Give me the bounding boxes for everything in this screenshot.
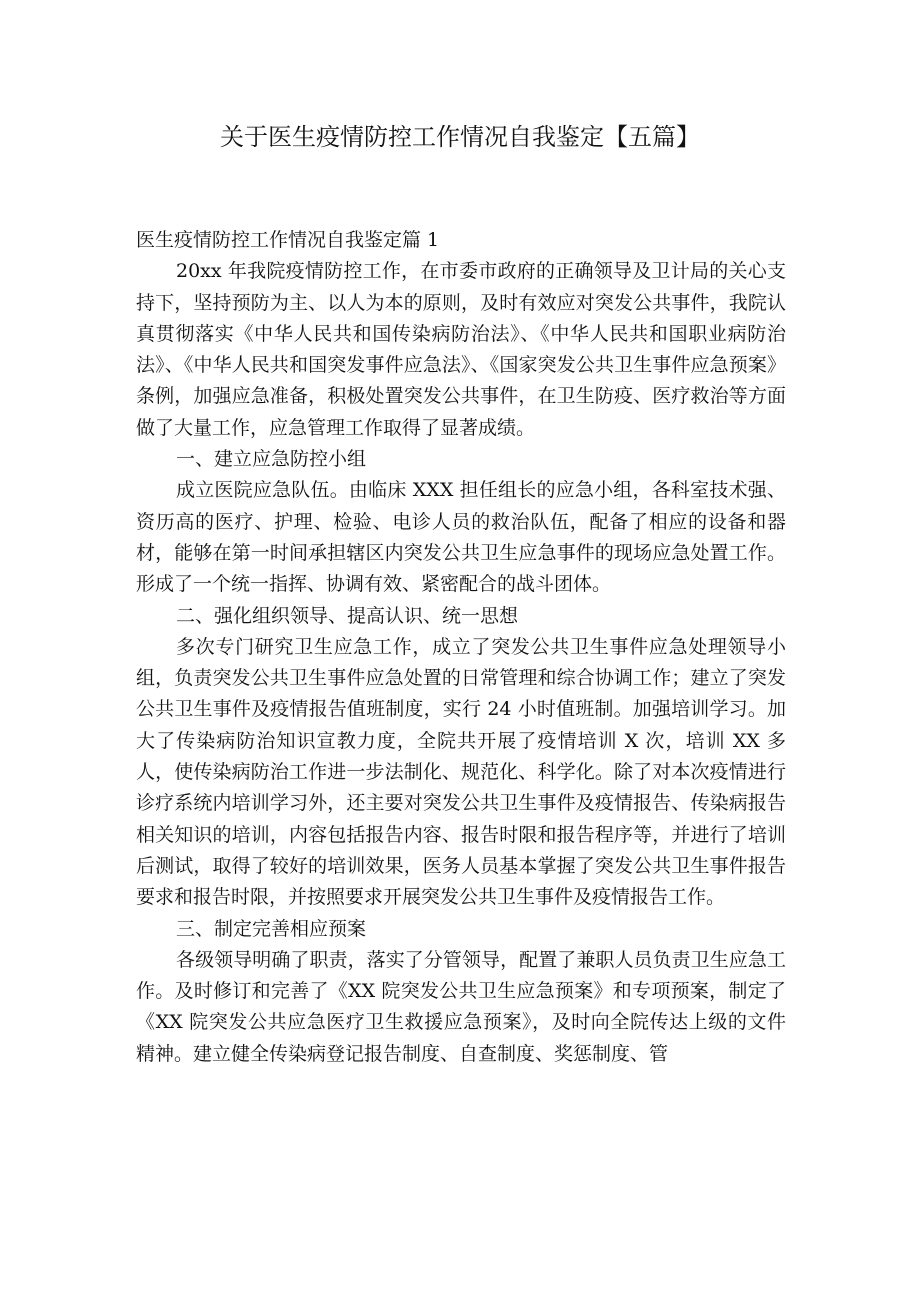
heading-1: 一、建立应急防控小组 <box>176 448 367 471</box>
heading-3: 三、制定完善相应预案 <box>176 917 367 940</box>
document-title: 关于医生疫情防控工作情况自我鉴定【五篇】 <box>220 123 700 151</box>
paragraph-2: 多次专门研究卫生应急工作，成立了突发公共卫生事件应急处理领导小组，负责突发公共卫生事件应急处置的日常管理和综合协调工作；建立了突发公共卫生事件及疫情报告值班制度，实行 24 小时值班制。加强培训学习。加大了传染病防治知识宣教力度，全院共开展了疫情培训 X 次，培训 XX 多人，使传染病防治工作进一步法制化、规范化、科学化。除了对本次疫情进行诊疗系统内培训学习外，还主要对突发公共卫生事件及疫情报告、传染病报告相关知识的培训，内容包括报告内容、报告时限和报告程序等，并进行了培训后测试，取得了较好的培训效果，医务人员基本掌握了突发公共卫生事件报告要求和报告时限，并按照要求开展突发公共卫生事件及疫情报告工作。 <box>136 635 786 909</box>
heading-2: 二、强化组织领导、提高认识、统一思想 <box>176 604 519 627</box>
paragraph-3: 各级领导明确了职责，落实了分管领导，配置了兼职人员负责卫生应急工作。及时修订和完善了《XX 院突发公共卫生应急预案》和专项预案，制定了《XX 院突发公共应急医疗卫生救援应急预案》，及时向全院传达上级的文件精神。建立健全传染病登记报告制度、自查制度、奖惩制度、管 <box>136 948 786 1065</box>
paragraph-intro: 20xx 年我院疫情防控工作，在市委市政府的正确领导及卫计局的关心支持下，坚持预防为主、以人为本的原则，及时有效应对突发公共事件，我院认真贯彻落实《中华人民共和国传染病防治法》、《中华人民共和国职业病防治法》、《中华人民共和国突发事件应急法》、《国家突发公共卫生事件应急预案》条例，加强应急准备，积极处置突发公共事件，在卫生防疫、医疗救治等方面做了大量工作，应急管理工作取得了显著成绩。 <box>136 260 786 439</box>
section-title: 医生疫情防控工作情况自我鉴定篇 1 <box>136 229 440 251</box>
document-body <box>136 225 786 1070</box>
paragraph-1: 成立医院应急队伍。由临床 XXX 担任组长的应急小组，各科室技术强、资历高的医疗、护理、检验、电诊人员的救治队伍，配备了相应的设备和器材，能够在第一时间承担辖区内突发公共卫生应急事件的现场应急处置工作。形成了一个统一指挥、协调有效、紧密配合的战斗团体。 <box>136 479 786 596</box>
